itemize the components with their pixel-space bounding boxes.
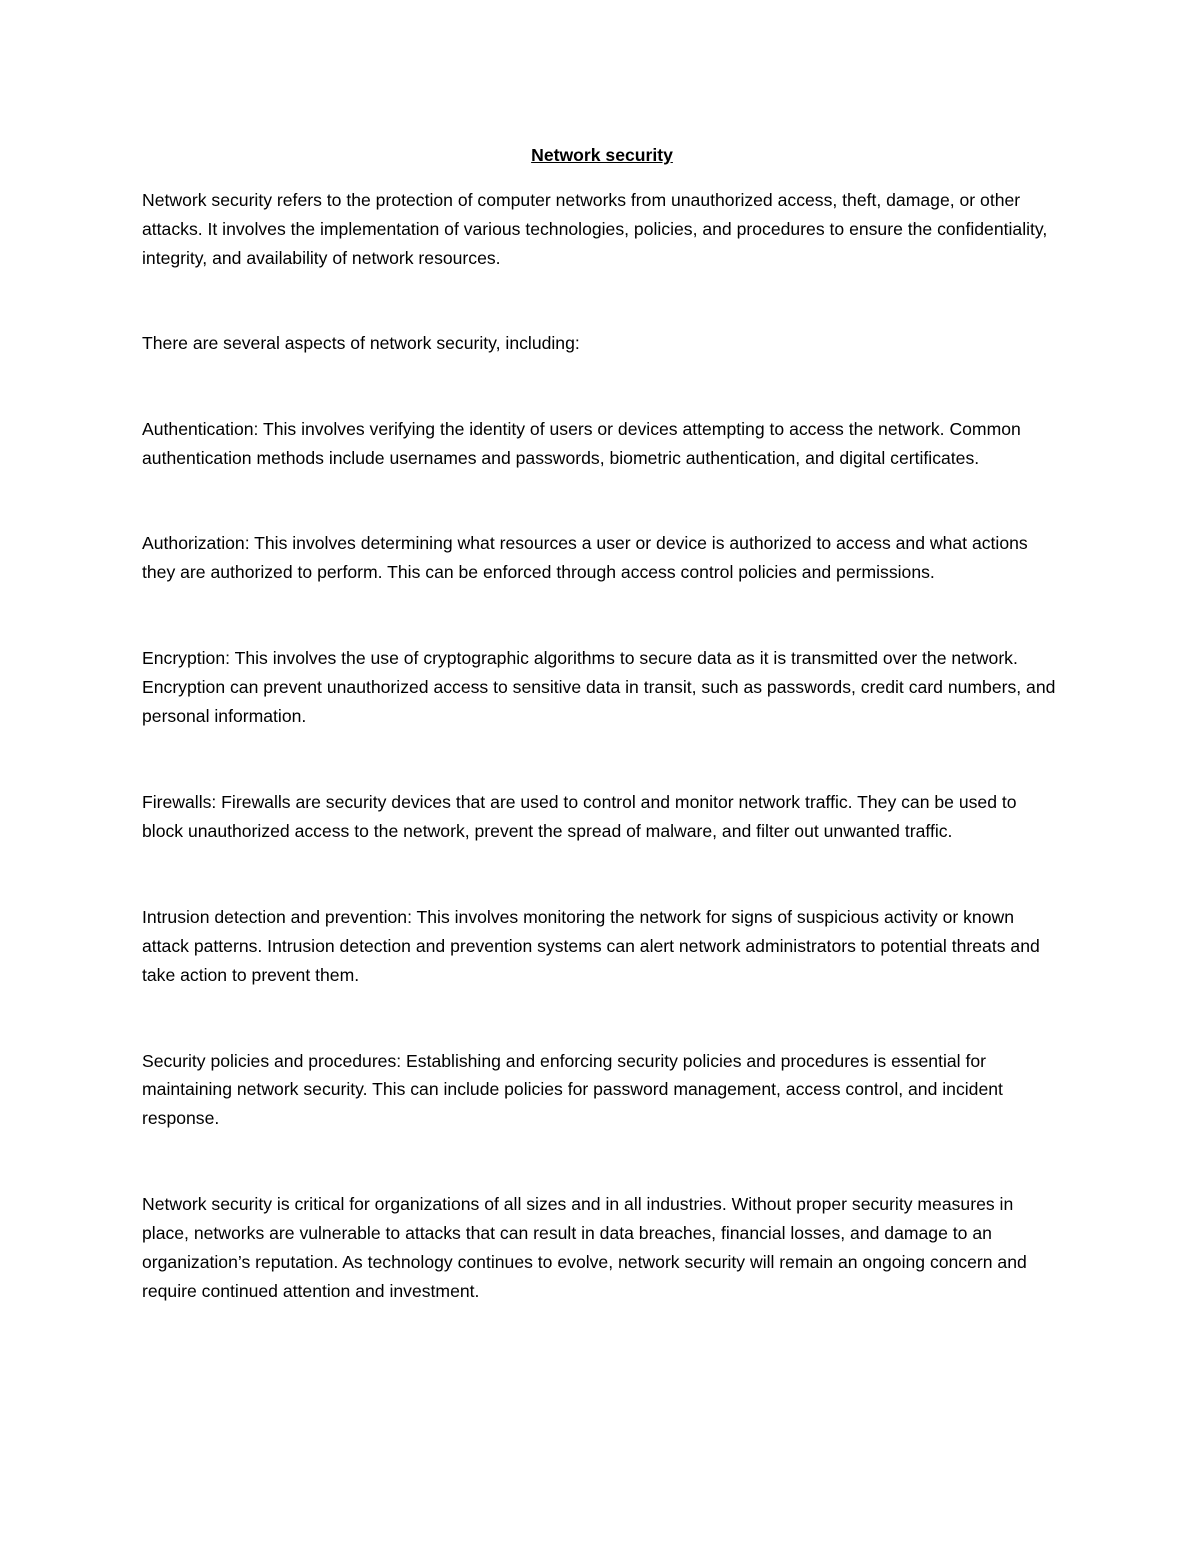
- encryption-paragraph: Encryption: This involves the use of cryptographic algorithms to secure data as it is transmitted over the network. Encryption can prevent unauthorized access to sensitive data in transit, such as passwords, credit card numbers, and personal information.: [142, 648, 1056, 727]
- intrusion-detection-paragraph: Intrusion detection and prevention: This involves monitoring the network for signs of suspicious activity or known attack patterns. Intrusion detection and prevention systems can alert network administrators to potential threats and take action to prevent them.: [142, 906, 1040, 985]
- conclusion-paragraph: Network security is critical for organizations of all sizes and in all industries. Without proper security measures in place, networks are vulnerable to attacks that can result in data breaches, financial losses, and damage to an organization’s reputation. As technology continues to evolve, network security will remain an ongoing concern and require continued attention and investment.: [142, 1194, 1027, 1301]
- document-body: [142, 141, 1062, 1306]
- document-title: Network security: [531, 145, 673, 165]
- aspects-intro-paragraph: There are several aspects of network security, including:: [142, 332, 580, 353]
- authentication-paragraph: Authentication: This involves verifying the identity of users or devices attempting to access the network. Common authentication methods include usernames and passwords, biometric authentication, and digital certificates.: [142, 418, 1021, 468]
- firewalls-paragraph: Firewalls: Firewalls are security devices that are used to control and monitor network traffic. They can be used to block unauthorized access to the network, prevent the spread of malware, and filter out unwanted traffic.: [142, 791, 1017, 841]
- security-policies-paragraph: Security policies and procedures: Establishing and enforcing security policies and procedures is essential for maintaining network security. This can include policies for password management, access control, and incident response.: [142, 1050, 1003, 1129]
- intro-paragraph: Network security refers to the protection of computer networks from unauthorized access, theft, damage, or other attacks. It involves the implementation of various technologies, policies, and procedures to ensure the confidentiality, integrity, and availability of network resources.: [142, 190, 1048, 268]
- authorization-paragraph: Authorization: This involves determining what resources a user or device is authorized to access and what actions they are authorized to perform. This can be enforced through access control policies and permissions.: [142, 533, 1028, 583]
